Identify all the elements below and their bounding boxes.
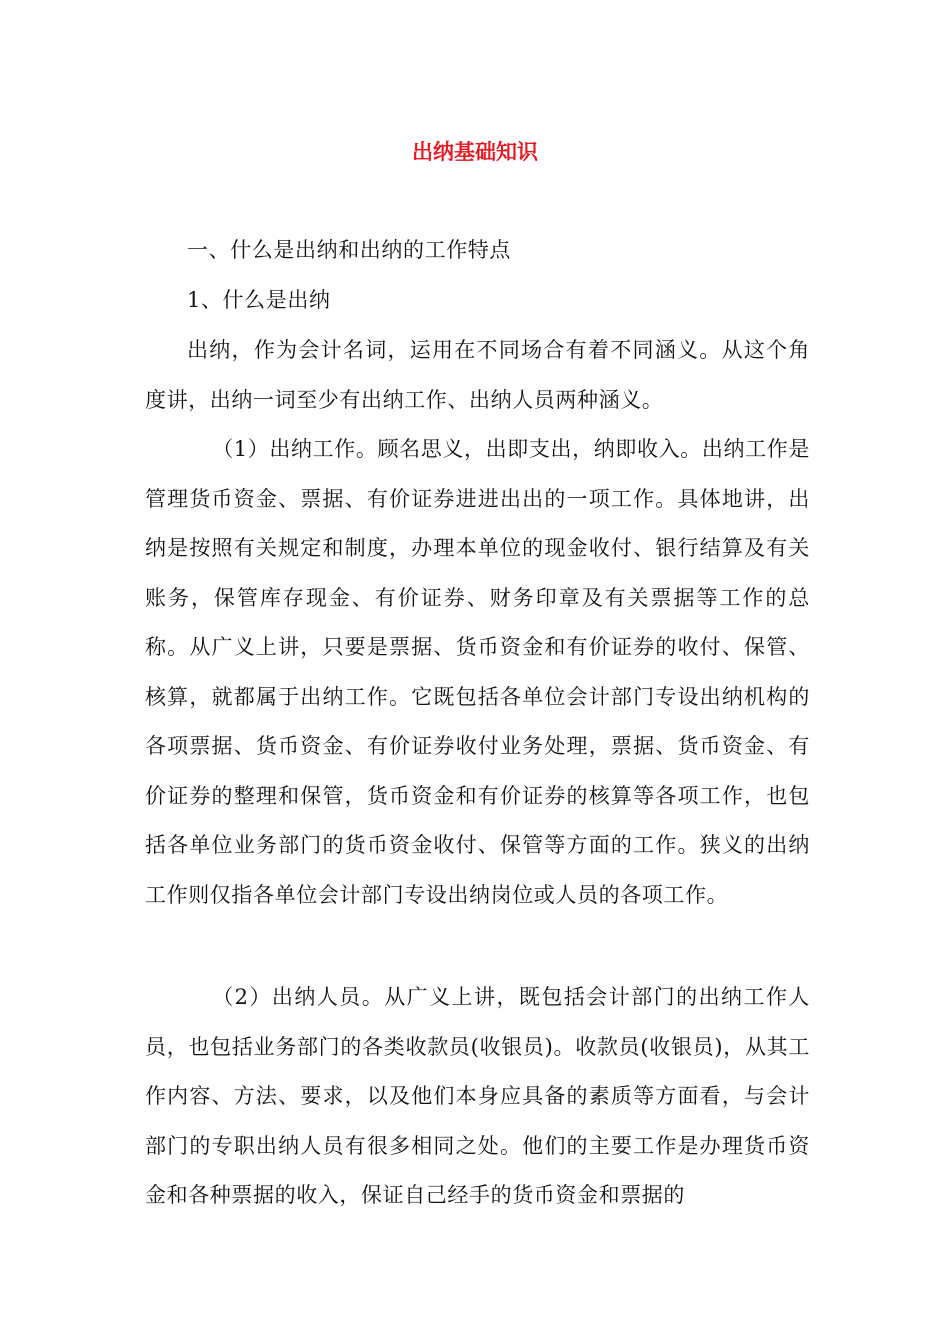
paragraph-cashier-staff: （2）出纳人员。从广义上讲，既包括会计部门的出纳工作人员，也包括业务部门的各类收款员(收银员)。收款员(收银员)，从其工作内容、方法、要求，以及他们本身应具备的素质等方面看，与会计部门的专职出纳人员有很多相同之处。他们的主要工作是办理货币资金和各种票据的收入，保证自己经手的货币资金和票据的 xyxy=(145,985,810,1207)
paragraph-cashier-work: （1）出纳工作。顾名思义，出即支出，纳即收入。出纳工作是管理货币资金、票据、有价证券进进出出的一项工作。具体地讲，出纳是按照有关规定和制度，办理本单位的现金收付、银行结算及有关账务，保管库存现金、有价证券、财务印章及有关票据等工作的总称。从广义上讲，只要是票据、货币资金和有价证券的收付、保管、核算，就都属于出纳工作。它既包括各单位会计部门专设出纳机构的各项票据、货币资金、有价证券收付业务处理，票据、货币资金、有价证券的整理和保管，货币资金和有价证券的核算等各项工作，也包括各单位业务部门的货币资金收付、保管等方面的工作。狭义的出纳工作则仅指各单位会计部门专设出纳岗位或人员的各项工作。 xyxy=(145,437,810,907)
subsection-heading: 1、什么是出纳 xyxy=(187,288,331,312)
paragraph-definition: 出纳，作为会计名词，运用在不同场合有着不同涵义。从这个角度讲，出纳一词至少有出纳工作、出纳人员两种涵义。 xyxy=(145,338,810,412)
document-title: 出纳基础知识 xyxy=(412,139,538,164)
section-heading: 一、什么是出纳和出纳的工作特点 xyxy=(187,238,511,262)
